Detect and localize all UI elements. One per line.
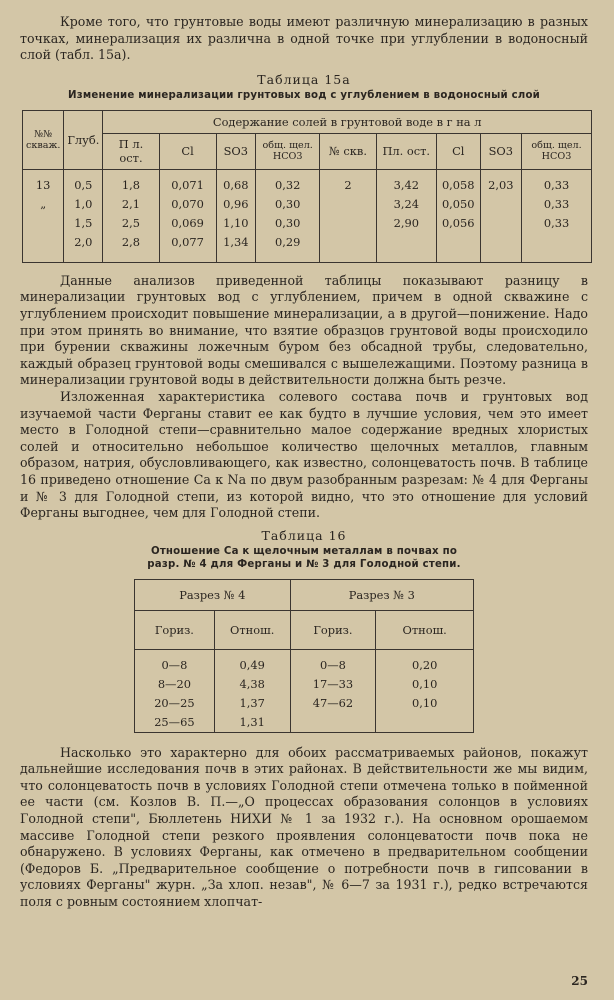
cell: 13 [23, 169, 64, 195]
cell: 0,058 [436, 169, 480, 195]
cell: 0,29 [256, 233, 320, 263]
cell: 17—33 [290, 675, 376, 694]
cell: 2,5 [103, 214, 159, 233]
cell: 4,38 [214, 675, 290, 694]
cell: 1,0 [64, 195, 103, 214]
cell [480, 214, 521, 233]
header-group-salts: Содержание солей в грунтовой воде в г на л [103, 110, 592, 133]
header-horiz-1: Гориз. [135, 610, 215, 649]
table-row [23, 233, 592, 263]
header-so3-2: SO3 [480, 133, 521, 169]
cell: 1,10 [216, 214, 256, 233]
cell: 1,5 [64, 214, 103, 233]
cell: 0,32 [256, 169, 320, 195]
page-number: 25 [571, 974, 588, 988]
cell [436, 233, 480, 263]
cell: 2,1 [103, 195, 159, 214]
cell: 1,31 [214, 713, 290, 733]
header-n-skv: № скв. [320, 133, 376, 169]
cell: 0,10 [376, 694, 474, 713]
table-16-title-line-1: Отношение Са к щелочным металлам в почвах по [150, 545, 458, 557]
table-16-title [20, 545, 588, 571]
cell [480, 233, 521, 263]
table-row [135, 694, 474, 713]
cell: 3,24 [376, 195, 436, 214]
table-row [23, 214, 592, 233]
table-15a [22, 110, 592, 263]
cell: 2,0 [64, 233, 103, 263]
cell: 3,42 [376, 169, 436, 195]
cell: 8—20 [135, 675, 215, 694]
cell: 0,33 [522, 195, 592, 214]
cell: 0,070 [159, 195, 216, 214]
table-15a-title: Изменение минерализации грунтовых вод с углублением в водоносный слой [67, 89, 541, 101]
table-row [135, 713, 474, 733]
header-hco3-2: общ. щел. HCO3 [522, 133, 592, 169]
cell: 0,077 [159, 233, 216, 263]
cell: 2,90 [376, 214, 436, 233]
header-skvazh: №№ скваж. [23, 110, 64, 169]
cell [320, 233, 376, 263]
cell: 0,20 [376, 649, 474, 675]
table-row [135, 675, 474, 694]
header-pl-ost: П л. ост. [103, 133, 159, 169]
cell: 47—62 [290, 694, 376, 713]
cell: 0,050 [436, 195, 480, 214]
cell: 0,68 [216, 169, 256, 195]
table-row [135, 649, 474, 675]
table-16-caption: Таблица 16 [261, 527, 347, 543]
cell: 0,49 [214, 649, 290, 675]
cell: 0,071 [159, 169, 216, 195]
cell: 0,056 [436, 214, 480, 233]
cell: 2 [320, 169, 376, 195]
cell [23, 214, 64, 233]
cell: 20—25 [135, 694, 215, 713]
cell [290, 713, 376, 733]
cell: 0,069 [159, 214, 216, 233]
paragraph-3: Насколько это характерно для обоих рассматриваемых районов, покажут дальнейшие исследования почв в этих районах. В действительности же мы видим, что солонцеватость почв в условиях Голодной степи отмечена только в пойменной ее части (см. Козлов В. П.—„О процессах образования солонцов в условиях Голодной степи", Бюллетень НИХИ № 1 за 1932 г.). На основном орошаемом массиве Голодной степи резкого проявления солонцеватости почв пока не обнаружено. В условиях Ферганы, как отмечено в предварительном сообщении (Федоров Б. „Предварительное сообщение о потребности почв в гипсовании в условиях Ферганы" журн. „За хлоп. незав", № 6—7 за 1931 г.), редко встречаются поля с ровным состоянием хлопчат- [20, 744, 588, 910]
cell [480, 195, 521, 214]
header-razrez-3: Разрез № 3 [290, 579, 473, 610]
cell: „ [23, 195, 64, 214]
header-hco3: общ. щел. HCO3 [256, 133, 320, 169]
header-horiz-2: Гориз. [290, 610, 376, 649]
table-row [23, 195, 592, 214]
header-ratio-2: Отнош. [376, 610, 474, 649]
cell: 1,34 [216, 233, 256, 263]
header-razrez-4: Разрез № 4 [135, 579, 291, 610]
cell [376, 713, 474, 733]
cell [522, 233, 592, 263]
cell: 0—8 [135, 649, 215, 675]
cell: 25—65 [135, 713, 215, 733]
cell: 0,33 [522, 169, 592, 195]
cell: 1,37 [214, 694, 290, 713]
cell: 0,96 [216, 195, 256, 214]
cell: 0,30 [256, 195, 320, 214]
cell: 0—8 [290, 649, 376, 675]
cell: 2,03 [480, 169, 521, 195]
header-glub: Глуб. [64, 110, 103, 169]
cell: 1,8 [103, 169, 159, 195]
paragraph-2: Изложенная характеристика солевого состава почв и грунтовых вод изучаемой части Ферганы ставит ее как будто в лучшие условия, чем это имеет место в Голодной степи—сравнительно малое содержание вредных хлористых солей и относительно небольшое количество щелочных металлов, главным образом, натрия, обусловливающего, как известно, солонцеватость почв. В таблице 16 приведено отношение Са к Na по двум разобранным разрезам: № 4 для Ферганы и № 3 для Голодной степи, из которой видно, что это отношение для условий Ферганы выгоднее, чем для Голодной степи. [20, 388, 588, 521]
intro-paragraph: Кроме того, что грунтовые воды имеют различную минерализацию в разных точках, минерализация их различна в одной точке при углублении в водоносный слой (табл. 15а). [20, 14, 588, 63]
cell: 0,33 [522, 214, 592, 233]
header-pl-ost-2: Пл. ост. [376, 133, 436, 169]
cell: 0,30 [256, 214, 320, 233]
table-15a-caption: Таблица 15а [257, 71, 351, 87]
cell: 0,10 [376, 675, 474, 694]
paragraph-1: Данные анализов приведенной таблицы показывают разницу в минерализации грунтовых вод с углублением, причем в одной скважине с углублением происходит повышение минерализации, а в другой—понижение. Надо при этом принять во внимание, что взятие образцов грунтовой воды происходило при бурении скважины ложечным буром без обсадной трубы, следовательно, каждый образец грунтовой воды смешивался с вышележащими. Поэтому разница в минерализации грунтовой воды в действительности должна быть резче. [20, 272, 588, 388]
cell [320, 214, 376, 233]
table-row [23, 169, 592, 195]
table-16-title-line-2: разр. № 4 для Ферганы и № 3 для Голодной степи. [147, 558, 461, 570]
table-16 [134, 579, 474, 733]
cell [376, 233, 436, 263]
header-cl-2: Cl [436, 133, 480, 169]
header-so3: SO3 [216, 133, 256, 169]
cell [23, 233, 64, 263]
header-cl: Cl [159, 133, 216, 169]
header-ratio-1: Отнош. [214, 610, 290, 649]
cell [320, 195, 376, 214]
cell: 2,8 [103, 233, 159, 263]
cell: 0,5 [64, 169, 103, 195]
